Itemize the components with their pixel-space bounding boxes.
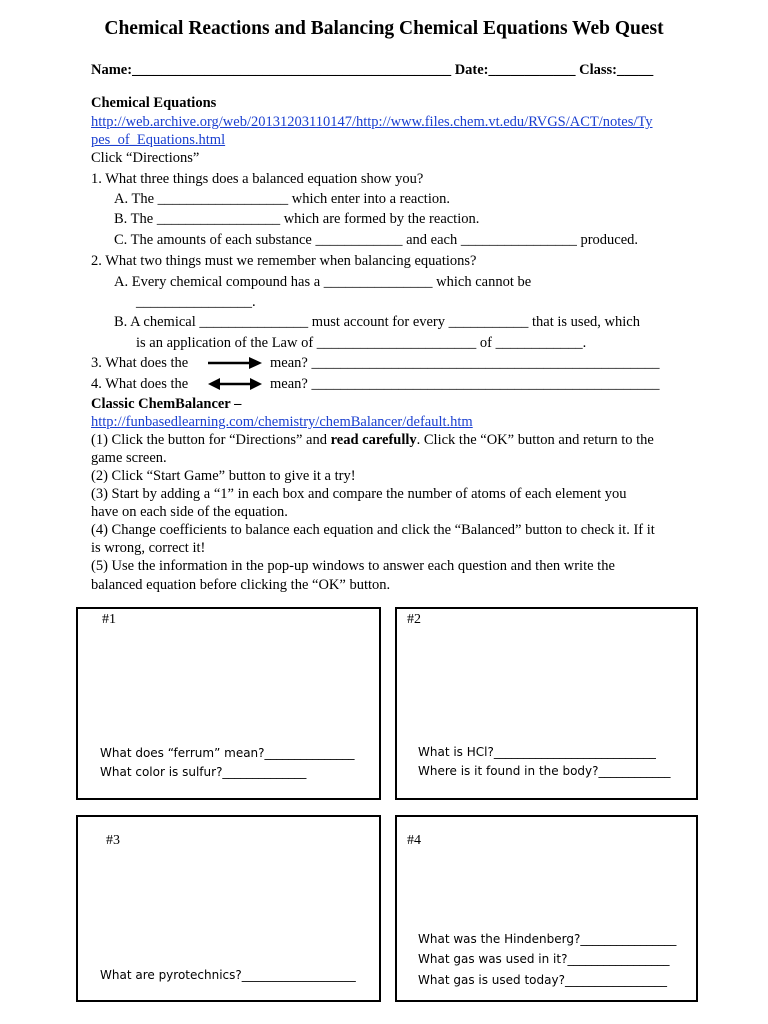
section-heading-chemical-equations: Chemical Equations: [91, 95, 217, 111]
answer-box-2: [395, 607, 698, 800]
step-1-emphasis: read carefully: [330, 432, 417, 448]
question-1a: A. The __________________ which enter into a reaction.: [114, 191, 450, 207]
box-number: #1: [102, 612, 116, 627]
step-3-line2: have on each side of the equation.: [91, 504, 288, 520]
step-1-line2: game screen.: [91, 450, 167, 466]
step-1-text-a: (1) Click the button for “Directions” and: [91, 432, 331, 448]
box-number: #2: [407, 612, 421, 627]
box-question: What is HCl?___________________________: [418, 745, 656, 759]
box-question: What gas was used in it?_________________: [418, 952, 670, 966]
question-2a-line1: A. Every chemical compound has a _______________ which cannot be: [114, 274, 532, 290]
step-3-line1: (3) Start by adding a “1” in each box and compare the number of atoms of each element you: [91, 486, 627, 502]
page-title: Chemical Reactions and Balancing Chemical Equations Web Quest: [104, 18, 664, 39]
question-1: 1. What three things does a balanced equation show you?: [91, 171, 424, 187]
question-3-prefix: 3. What does the: [91, 355, 189, 371]
question-4-suffix: mean? ________________________________________________: [270, 376, 660, 392]
question-2b-line2: is an application of the Law of ______________________ of ____________.: [136, 335, 587, 351]
section-heading-chembalancer: Classic ChemBalancer –: [91, 396, 242, 412]
box-question: Where is it found in the body?____________: [418, 764, 671, 778]
answer-box-4: [395, 815, 698, 1002]
question-2b-line1: B. A chemical _______________ must account for every ___________ that is used, which: [114, 314, 640, 330]
step-5-line1: (5) Use the information in the pop-up windows to answer each question and then write the: [91, 558, 615, 574]
chemical-equations-link-line2[interactable]: pes_of_Equations.html: [91, 132, 226, 148]
question-2: 2. What two things must we remember when balancing equations?: [91, 253, 477, 269]
answer-box-1: [76, 607, 381, 800]
step-1-line1: [91, 431, 654, 449]
question-4-prefix: 4. What does the: [91, 376, 189, 392]
chembalancer-link[interactable]: http://funbasedlearning.com/chemistry/chemBalancer/default.htm: [91, 414, 473, 430]
box-question: What does “ferrum” mean?_______________: [100, 746, 355, 760]
box-question: What are pyrotechnics?___________________: [100, 968, 356, 982]
box-question: What gas is used today?_________________: [418, 973, 667, 987]
name-date-class-line: Name:____________________________________________ Date:____________ Class:_____: [91, 62, 654, 78]
right-arrow-icon: [207, 355, 263, 371]
question-1b: B. The _________________ which are formed by the reaction.: [114, 211, 480, 227]
directions-instruction: Click “Directions”: [91, 150, 200, 166]
question-2a-line2: ________________.: [136, 294, 256, 310]
box-number: #3: [106, 833, 120, 848]
box-number: #4: [407, 833, 421, 848]
step-5-line2: balanced equation before clicking the “OK” button.: [91, 577, 391, 593]
step-2: (2) Click “Start Game” button to give it a try!: [91, 468, 356, 484]
question-1c: C. The amounts of each substance ____________ and each ________________ produced.: [114, 232, 639, 248]
step-4-line1: (4) Change coefficients to balance each equation and click the “Balanced” button to check it. If it: [91, 522, 655, 538]
step-4-line2: is wrong, correct it!: [91, 540, 206, 556]
answer-box-3: [76, 815, 381, 1002]
question-3-suffix: mean? ________________________________________________: [270, 355, 660, 371]
double-arrow-icon: [207, 376, 263, 392]
chemical-equations-link-line1[interactable]: http://web.archive.org/web/20131203110147/http://www.files.chem.vt.edu/RVGS/ACT/notes/Ty: [91, 114, 653, 130]
box-question: What color is sulfur?______________: [100, 765, 307, 779]
box-question: What was the Hindenberg?________________: [418, 932, 677, 946]
step-1-text-c: . Click the “OK” button and return to the: [416, 432, 654, 448]
